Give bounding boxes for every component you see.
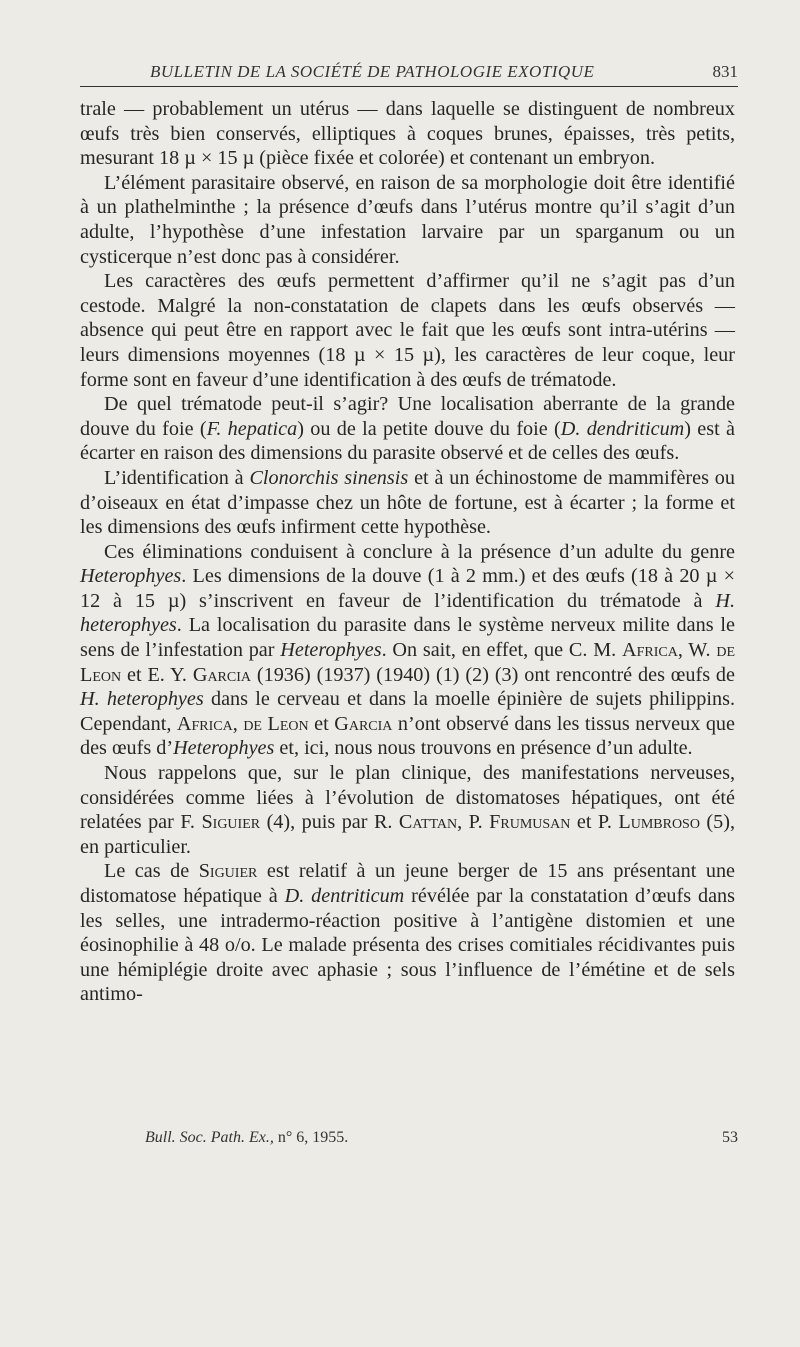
species-name: D. dentriticum bbox=[284, 885, 405, 907]
running-title: BULLETIN DE LA SOCIÉTÉ DE PATHOLOGIE EXOTIQUE bbox=[150, 62, 595, 81]
paragraph-plathelminthe: L’élément parasitaire observé, en raison de sa morphologie doit être identifié à un plathelminthe ; la présence d’œufs dans l’utérus montre qu’il s’agit d’un adulte, l’hypothèse d’une infestation larvaire par un sparganum ou un cysticerque n’est donc pas à considérer. bbox=[80, 171, 735, 268]
author-name: Lumbroso bbox=[618, 811, 700, 834]
author-name: Siguier bbox=[198, 860, 258, 883]
paragraph-clonorchis: L’identification à Clonorchis sinensis et à un échinostome de mammifères ou d’oiseaux en état d’impasse chez un hôte de fortune, est à écarter ; la forme et les dimensions des œufs infirment cette hypothèse. bbox=[80, 466, 735, 539]
species-name: H. heterophyes bbox=[80, 688, 204, 711]
page-footer bbox=[145, 1129, 738, 1153]
author-name: Cattan bbox=[398, 811, 458, 834]
journal-issue: n° 6, 1955. bbox=[277, 1129, 349, 1146]
author-name: Siguier bbox=[201, 811, 261, 834]
journal-citation: Bull. Soc. Path. Ex., bbox=[145, 1129, 274, 1146]
paragraph-heterophyes: Ces éliminations conduisent à conclure à la présence d’un adulte du genre Heterophyes. Les dimensions de la douve (1 à 2 mm.) et des œufs (18 à 20 µ × 12 à 15 µ) s’inscrivent en faveur de l’identification du trématode à H. heterophyes. La localisation du parasite dans le système nerveux milite dans le sens de l’infestation par Heterophyes. On sait, en effet, que C. M. Africa, W. de Leon et E. Y. Garcia (1936) (1937) (1940) (1) (2) (3) ont rencontré des œufs de H. heterophyes dans le cerveau et dans la moelle épinière de sujets philippins. Cependant, Africa, de Leon et Garcia n’ont observé dans les tissus nerveux que des œufs d’Heterophyes et, ici, nous nous trouvons en présence d’un adulte. bbox=[80, 540, 735, 760]
author-name: de Leon bbox=[243, 712, 309, 735]
paragraph-trematode: De quel trématode peut-il s’agir? Une localisation aberrante de la grande douve du foie (F. hepatica) ou de la petite douve du foie (D. dendriticum) est à écarter en raison des dimensions du parasite observé et de celles des œufs. bbox=[80, 393, 735, 465]
species-name: Heterophyes bbox=[280, 639, 382, 662]
paragraph-continuation: trale — probablement un utérus — dans laquelle se distinguent de nombreux œufs très bien conservés, elliptiques à coques brunes, épaisses, très petits, mesurant 18 µ × 15 µ (pièce fixée et colorée) et contenant un embryon. bbox=[80, 98, 735, 170]
paragraph-clinique: Nous rappelons que, sur le plan clinique, des manifestations nerveuses, considérées comme liées à l’évolution de distomatoses hépatiques, ont été relatées par F. Siguier (4), puis par R. Cattan, P. Frumusan et P. Lumbroso (5), en particulier. bbox=[80, 762, 735, 858]
paragraph-cestode: Les caractères des œufs permettent d’affirmer qu’il ne s’agit pas d’un cestode. Malgré la non-constatation de clapets dans les œufs observés — absence qui peut être en rapport avec le fait que les œufs sont intra-utérins — leurs dimensions moyennes (18 µ × 15 µ), les caractères de leur coque, leur forme sont en faveur d’une identification à des œufs de trématode. bbox=[80, 270, 735, 391]
author-name: Garcia bbox=[334, 712, 393, 735]
species-name: D. dendriticum bbox=[560, 417, 685, 440]
species-name: H. heterophyes bbox=[80, 589, 735, 637]
author-name: de Leon bbox=[80, 639, 735, 686]
author-name: Frumusan bbox=[489, 811, 571, 834]
author-name: Garcia bbox=[192, 663, 251, 686]
paragraph-cas-siguier: Le cas de Siguier est relatif à un jeune berger de 15 ans présentant une distomatose hépatique à D. dentriticum révélée par la constatation d’œufs dans les selles, une intradermo-réaction positive à l’antigène distomien et une éosinophilie à 48 o/o. Le malade présenta des crises comitiales récidivantes puis une hémiplégie droite avec aphasie ; sous l’influence de l’émétine et de sels antimo- bbox=[80, 860, 735, 1006]
species-name: Heterophyes bbox=[80, 565, 182, 588]
page-number: 831 bbox=[712, 62, 738, 81]
species-name: Heterophyes bbox=[173, 737, 275, 760]
sheet-number: 53 bbox=[722, 1129, 738, 1146]
author-name: Africa bbox=[622, 639, 678, 662]
page-header bbox=[80, 62, 738, 87]
species-name: Clonorchis sinensis bbox=[249, 466, 409, 489]
article-body bbox=[80, 97, 735, 1007]
species-name: F. hepatica bbox=[206, 417, 298, 440]
author-name: Africa bbox=[176, 712, 233, 735]
